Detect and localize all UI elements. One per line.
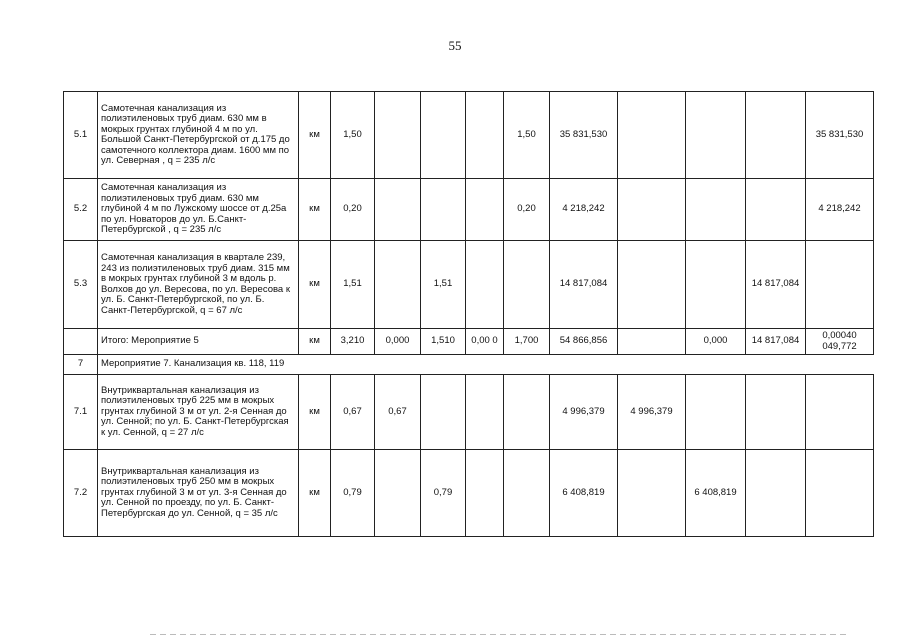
row-col1	[375, 450, 421, 537]
row-col2: 0,79	[421, 450, 466, 537]
row-year3	[746, 375, 806, 450]
row-year3	[746, 179, 806, 241]
row-col4: 0,20	[504, 179, 550, 241]
row-total-cost: 14 817,084	[550, 241, 618, 329]
subtotal-col3: 0,00 0	[466, 329, 504, 355]
row-col4: 1,50	[504, 92, 550, 179]
scan-artifact-line	[150, 634, 850, 635]
row-year4	[806, 375, 874, 450]
row-quantity: 1,51	[331, 241, 375, 329]
page-number: 55	[448, 38, 462, 53]
subtotal-total-cost: 54 866,856	[550, 329, 618, 355]
table-row	[64, 92, 874, 179]
measures-table	[63, 91, 874, 537]
row-col3	[466, 450, 504, 537]
row-year4	[806, 450, 874, 537]
row-col2: 1,51	[421, 241, 466, 329]
row-col1	[375, 179, 421, 241]
row-col2	[421, 375, 466, 450]
row-col2	[421, 179, 466, 241]
row-col1	[375, 241, 421, 329]
row-description: Внутриквартальная канализация из полиэтиленовых труб 225 мм в мокрых грунтах глубиной 3 м от ул. 2-я Сенная до ул. Сенной; по ул. Б. Санкт-Петербургская к ул. Сенной, q = 27 л/с	[98, 375, 299, 450]
table-row	[64, 375, 874, 450]
section-title: Мероприятие 7. Канализация кв. 118, 119	[98, 355, 874, 375]
subtotal-year4-value: 0,000	[822, 330, 847, 341]
row-quantity: 1,50	[331, 92, 375, 179]
subtotal-year1	[618, 329, 686, 355]
row-number: 7.2	[64, 450, 98, 537]
table-row	[64, 450, 874, 537]
row-year2	[686, 179, 746, 241]
table-row	[64, 179, 874, 241]
row-year3	[746, 450, 806, 537]
subtotal-col2: 1,510	[421, 329, 466, 355]
row-unit: км	[299, 241, 331, 329]
row-quantity: 0,79	[331, 450, 375, 537]
row-year2	[686, 375, 746, 450]
row-year3: 14 817,084	[746, 241, 806, 329]
row-col2	[421, 92, 466, 179]
row-col1: 0,67	[375, 375, 421, 450]
row-description: Самотечная канализация из полиэтиленовых труб диам. 630 мм в мокрых грунтах глубиной 4 м по ул. Большой Санкт-Петербургской от д.175 до самотечного коллектора диам. 1600 мм по ул. Северная , q = 235 л/с	[98, 92, 299, 179]
subtotal-col1: 0,000	[375, 329, 421, 355]
row-year1	[618, 450, 686, 537]
subtotal-year4	[806, 329, 874, 355]
row-description: Внутриквартальная канализация из полиэтиленовых труб 250 мм в мокрых грунтах глубиной 3 м от ул. 3-я Сенная до ул. Сенной по проезду, по ул. Б. Санкт-Петербургская до ул. Сенной, q = 35 л/с	[98, 450, 299, 537]
row-unit: км	[299, 179, 331, 241]
row-col4	[504, 450, 550, 537]
row-col3	[466, 241, 504, 329]
row-col1	[375, 92, 421, 179]
section-row	[64, 355, 874, 375]
row-unit: км	[299, 92, 331, 179]
row-unit: км	[299, 375, 331, 450]
subtotal-unit: км	[299, 329, 331, 355]
row-year5-value: 35 831,530	[815, 128, 864, 140]
row-year1	[618, 179, 686, 241]
row-total-cost: 35 831,530	[550, 92, 618, 179]
row-total-cost: 4 218,242	[550, 179, 618, 241]
row-total-cost: 6 408,819	[550, 450, 618, 537]
row-year2	[686, 241, 746, 329]
row-year5-value: 4 218,242	[818, 203, 861, 215]
row-quantity: 0,67	[331, 375, 375, 450]
section-number: 7	[64, 355, 98, 375]
subtotal-year5-value: 40 049,772	[822, 330, 857, 352]
row-description: Самотечная канализация в квартале 239, 243 из полиэтиленовых труб диам. 315 мм в мокрых грунтах глубиной 3 м вдоль р. Волхов до ул. Вересова, по ул. Вересова к ул. Б. Санкт-Петербургской, по ул. Б. Санкт-Петербургской, q = 67 л/с	[98, 241, 299, 329]
row-year1	[618, 241, 686, 329]
row-col3	[466, 179, 504, 241]
row-number: 5.3	[64, 241, 98, 329]
row-year1: 4 996,379	[618, 375, 686, 450]
row-col4	[504, 375, 550, 450]
row-year1	[618, 92, 686, 179]
row-col3	[466, 92, 504, 179]
row-year4	[806, 92, 874, 179]
row-year2	[686, 92, 746, 179]
subtotal-col4: 1,700	[504, 329, 550, 355]
row-year4	[806, 241, 874, 329]
row-total-cost: 4 996,379	[550, 375, 618, 450]
row-quantity: 0,20	[331, 179, 375, 241]
row-number: 7.1	[64, 375, 98, 450]
row-description: Самотечная канализация из полиэтиленовых труб диам. 630 мм глубиной 4 м по Лужскому шоссе от д.25а по ул. Новаторов до ул. Б.Санкт-Петербургской , q = 235 л/с	[98, 179, 299, 241]
row-col3	[466, 375, 504, 450]
row-number: 5.1	[64, 92, 98, 179]
row-number: 5.2	[64, 179, 98, 241]
subtotal-row	[64, 329, 874, 355]
row-unit: км	[299, 450, 331, 537]
row-col4	[504, 241, 550, 329]
subtotal-year2: 0,000	[686, 329, 746, 355]
subtotal-label: Итого: Мероприятие 5	[98, 329, 299, 355]
row-year3	[746, 92, 806, 179]
row-year4	[806, 179, 874, 241]
subtotal-year3: 14 817,084	[746, 329, 806, 355]
row-year2: 6 408,819	[686, 450, 746, 537]
table-row	[64, 241, 874, 329]
subtotal-quantity: 3,210	[331, 329, 375, 355]
subtotal-num-cell	[64, 329, 98, 355]
